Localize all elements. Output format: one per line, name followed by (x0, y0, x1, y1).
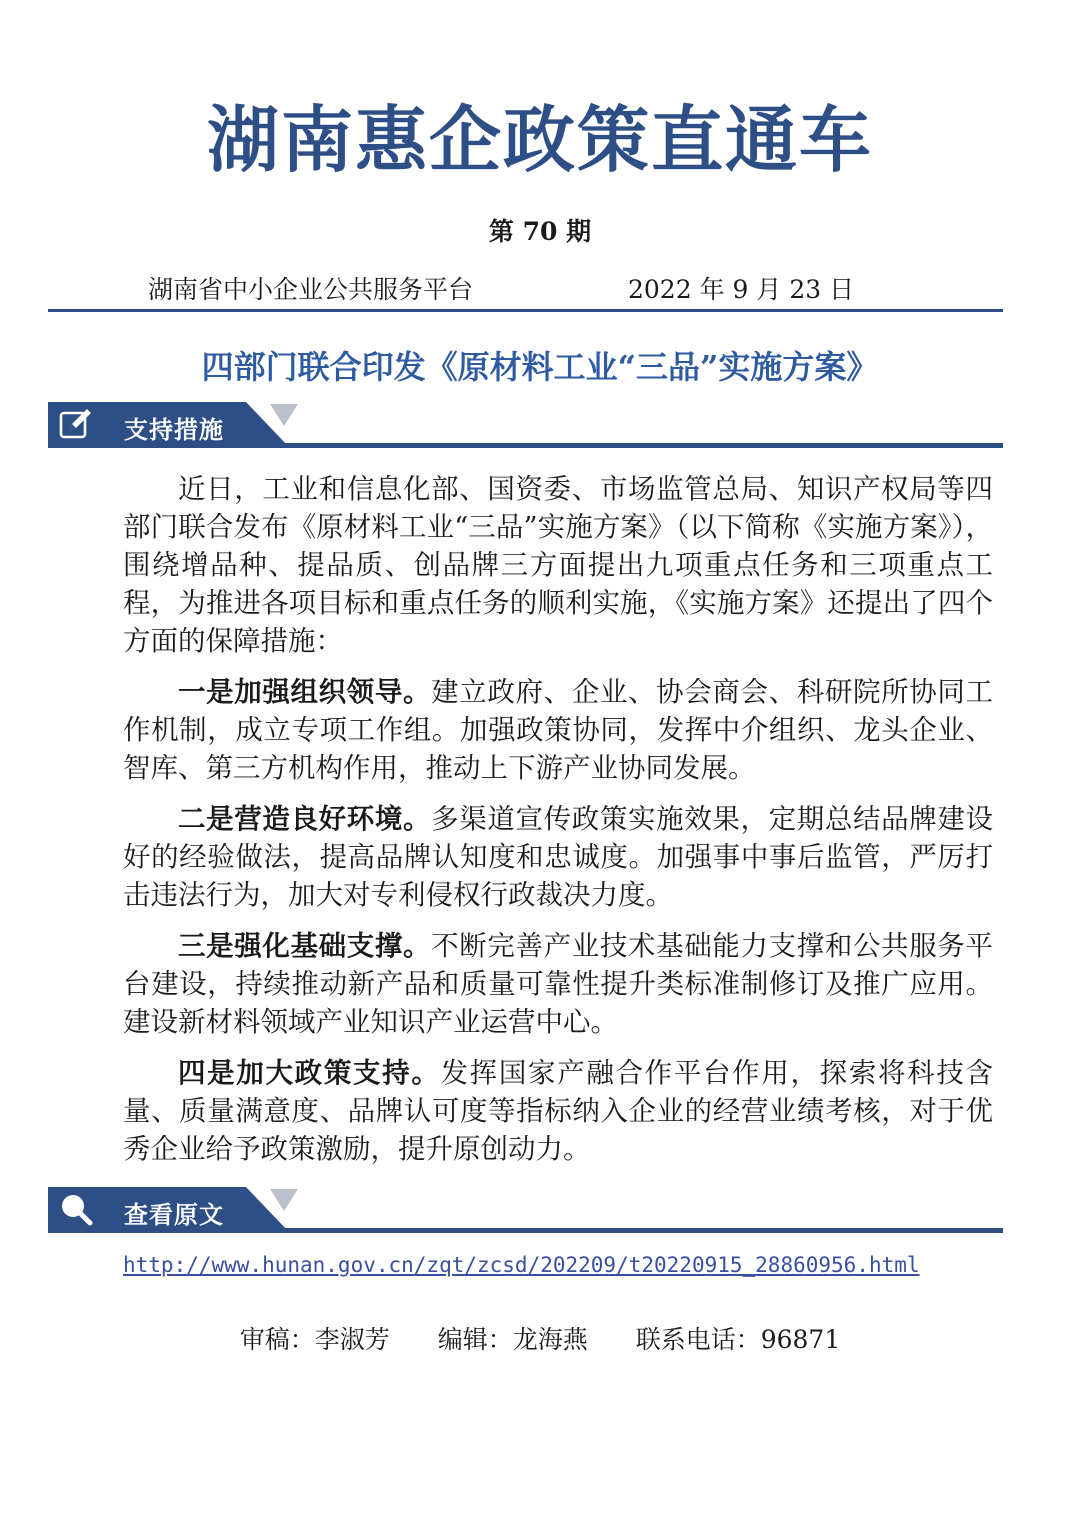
contact-phone: 联系电话：96871 (635, 1325, 841, 1354)
measure-paragraph-3 (123, 927, 993, 1041)
measure-text: 多渠道宣传政策实施效果，定期总结品牌建设好的经验做法，提高品牌认知度和忠诚度。加强事中事后监管，严厉打击违法行为，加大对专利侵权行政裁决力度。 (123, 803, 993, 911)
section-bar-source (48, 1187, 1003, 1237)
publisher: 湖南省中小企业公共服务平台 (148, 275, 474, 304)
section-label: 支持措施 (124, 416, 224, 444)
measure-text: 不断完善产业技术基础能力支撑和公共服务平台建设，持续推动新产品和质量可靠性提升类标准制修订及推广应用。建设新材料领域产业知识产业运营中心。 (123, 930, 993, 1038)
source-link[interactable]: http://www.hunan.gov.cn/zqt/zcsd/202209/t20220915_28860956.html (123, 1253, 920, 1277)
measure-paragraph-4 (123, 1054, 993, 1168)
article-body (123, 470, 993, 1181)
section-label: 查看原文 (124, 1201, 224, 1229)
measure-lead: 四是加大政策支持。 (178, 1057, 441, 1089)
section-bar-measures (48, 402, 1003, 452)
measure-text: 建立政府、企业、协会商会、科研院所协同工作机制，成立专项工作组。加强政策协同，发挥中介组织、龙头企业、智库、第三方机构作用，推动上下游产业协同发展。 (123, 676, 993, 784)
measure-lead: 三是强化基础支撑。 (178, 930, 432, 962)
header-divider (48, 309, 1003, 312)
editor: 编辑：龙海燕 (437, 1325, 588, 1354)
intro-paragraph: 近日，工业和信息化部、国资委、市场监管总局、知识产权局等四部门联合发布《原材料工业“三品”实施方案》（以下简称《实施方案》），围绕增品种、提品质、创品牌三方面提出九项重点任务和三项重点工程，为推进各项目标和重点任务的顺利实施，《实施方案》还提出了四个方面的保障措施： (123, 473, 993, 657)
section-triangle (270, 404, 298, 426)
measure-paragraph-2 (123, 800, 993, 914)
measure-text: 发挥国家产融合作平台作用，探索将科技含量、质量满意度、品牌认可度等指标纳入企业的经营业绩考核，对于优秀企业给予政策激励，提升原创动力。 (123, 1057, 993, 1165)
publish-date: 2022 年 9 月 23 日 (628, 275, 855, 304)
pencil-edit-icon (58, 406, 94, 442)
measure-lead: 一是加强组织领导。 (178, 676, 432, 708)
footer-credits (0, 1320, 1080, 1356)
measure-lead: 二是营造良好环境。 (178, 803, 432, 835)
masthead: 湖南惠企政策直通车 (206, 97, 873, 182)
article-title: 四部门联合印发《原材料工业“三品”实施方案》 (201, 348, 879, 386)
reviewer: 审稿：李淑芳 (239, 1325, 390, 1354)
search-icon (58, 1191, 94, 1227)
measure-paragraph-1 (123, 673, 993, 787)
issue-number: 第 70 期 (488, 217, 592, 246)
section-triangle (270, 1189, 298, 1211)
